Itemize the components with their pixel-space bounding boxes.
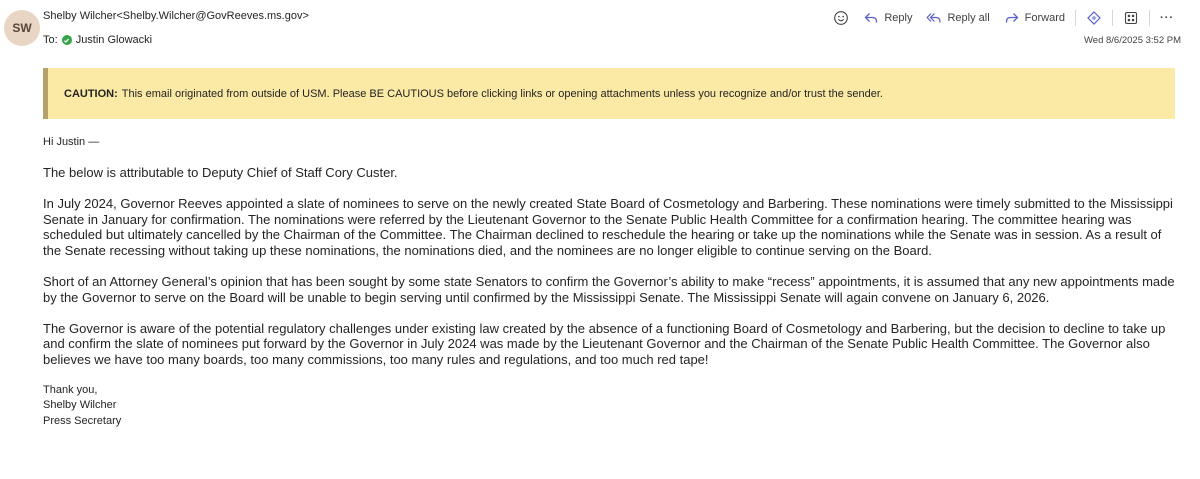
apps-button[interactable] [1119, 8, 1143, 28]
copilot-icon [1086, 10, 1102, 26]
more-actions-button[interactable]: ··· [1160, 12, 1174, 24]
apps-grid-icon [1123, 10, 1139, 26]
body-paragraph: In July 2024, Governor Reeves appointed a slate of nominees to serve on the newly created State Board of Cosmetology and Barbering. These nominations were timely submitted to the Mississippi Senate in January for confirmation. The nominations were referred by the Lieutenant Governor to the Senate Public Health Committee for a confirmation hearing. The committee hearing was scheduled but ultimately cancelled by the Chairman of the Committee. The Chairman declined to reschedule the hearing or take up the nominations while the Senate was in session. As a result of the Senate recessing without taking up these nominations, the nominations died, and the nominees are no longer eligible to continue serving on the Board. [43, 195, 1173, 259]
reply-button[interactable] [859, 8, 916, 28]
body-paragraph: The below is attributable to Deputy Chief of Staff Cory Custer. [43, 165, 398, 180]
reply-all-arrow-icon [926, 10, 942, 26]
copilot-button[interactable] [1082, 8, 1106, 28]
reply-all-button[interactable] [922, 8, 993, 28]
signoff-line: Thank you, [43, 383, 98, 396]
toolbar-divider [1149, 10, 1150, 26]
caution-banner [43, 68, 1175, 119]
to-label: To: [43, 34, 58, 46]
emoji-reaction-button[interactable] [829, 8, 853, 28]
forward-arrow-icon [1004, 10, 1020, 26]
signature [43, 383, 1175, 429]
recipient-line [43, 34, 152, 46]
message-toolbar [829, 8, 1178, 28]
reply-arrow-icon [863, 10, 879, 26]
sender-address[interactable]: Shelby Wilcher<Shelby.Wilcher@GovReeves.ms.gov> [43, 10, 309, 22]
signature-title: Press Secretary [43, 414, 122, 427]
reply-label: Reply [884, 12, 913, 24]
forward-button[interactable] [1000, 8, 1069, 28]
forward-label: Forward [1024, 12, 1065, 24]
sender-avatar[interactable]: SW [4, 10, 40, 46]
toolbar-divider [1075, 10, 1076, 26]
recipient-name[interactable]: Justin Glowacki [75, 34, 153, 46]
body-paragraph: Short of an Attorney General’s opinion that has been sought by some state Senators to confirm the Governor’s ability to make “recess” appointments, it is assumed that any new appointments made by the Governor to serve on the Board will be unable to begin serving until confirmed by the Mississippi Senate. The Mississippi Senate will again convene on January 6, 2026. [43, 273, 1175, 305]
greeting: Hi Justin — [43, 136, 100, 148]
presence-available-icon [62, 35, 72, 45]
signature-name: Shelby Wilcher [43, 399, 117, 412]
toolbar-divider [1112, 10, 1113, 26]
caution-label: CAUTION: [64, 87, 118, 100]
body-paragraph: The Governor is aware of the potential regulatory challenges under existing law created by the absence of a functioning Board of Cosmetology and Barbering, but the decision to decline to take up and confirm the slate of nominees put forward by the Governor in July 2024 was made by the Lieutenant Governor and the Chairman of the Senate Public Health Committee. The Governor also believes we have too many boards, too many commissions, too many rules and regulations, and too much red tape! [43, 320, 1166, 368]
received-date: Wed 8/6/2025 3:52 PM [1084, 35, 1181, 46]
caution-text: This email originated from outside of USM. Please BE CAUTIOUS before clicking links or opening attachments unless you recognize and/or trust the sender. [121, 87, 883, 100]
reply-all-label: Reply all [947, 12, 990, 24]
smiley-icon [833, 10, 849, 26]
message-body [43, 134, 1175, 429]
